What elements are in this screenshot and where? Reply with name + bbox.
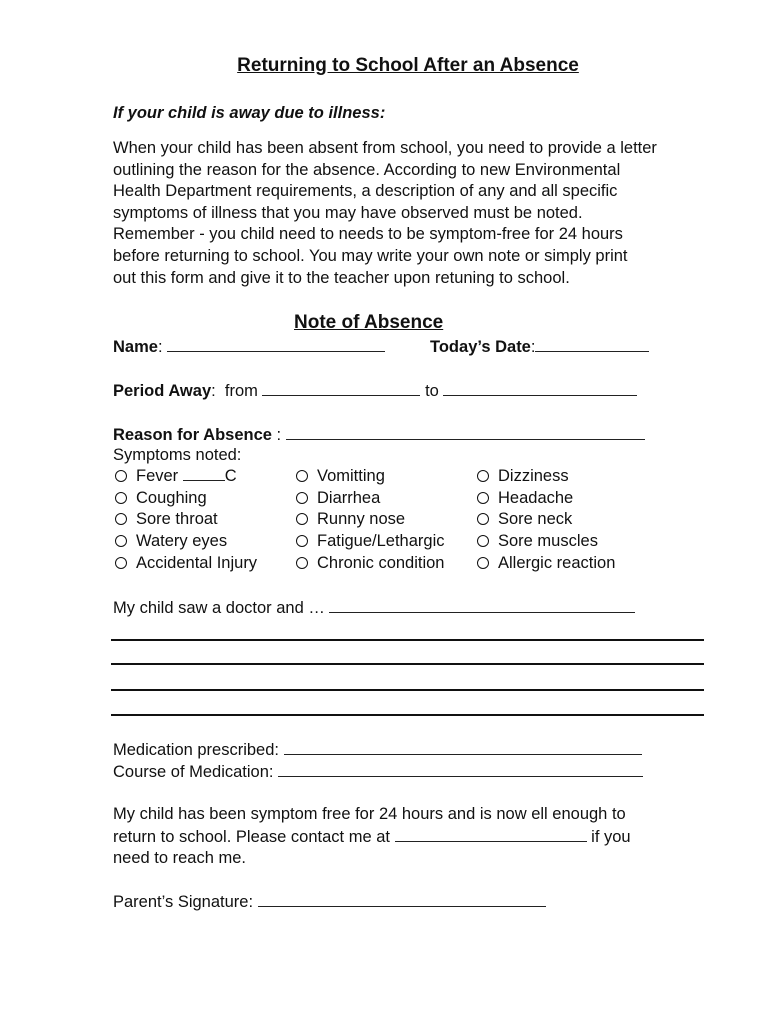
intro-line: When your child has been absent from school, you need to provide a letter	[113, 139, 657, 157]
date-label: Today’s Date	[430, 338, 531, 356]
symptom-sore-muscles[interactable]: Sore muscles	[475, 531, 615, 553]
reason-label: Reason for Absence	[113, 426, 272, 444]
symptom-diarrhea[interactable]: Diarrhea	[294, 488, 445, 510]
intro-line: out this form and give it to the teacher upon retuning to school.	[113, 268, 570, 287]
symptom-watery-eyes[interactable]: Watery eyes	[113, 531, 257, 553]
radio-icon[interactable]	[477, 535, 489, 547]
radio-icon[interactable]	[477, 513, 489, 525]
signature-field[interactable]	[258, 892, 546, 907]
radio-icon[interactable]	[115, 492, 127, 504]
radio-icon[interactable]	[115, 557, 127, 569]
symptoms-column-3	[475, 466, 615, 575]
symptom-headache[interactable]: Headache	[475, 488, 615, 510]
symptom-sore-neck[interactable]: Sore neck	[475, 509, 615, 531]
radio-icon[interactable]	[115, 535, 127, 547]
intro-line: outlining the reason for the absence. According to new Environmental	[113, 160, 621, 179]
closing-line-3: need to reach me.	[113, 849, 246, 867]
illness-subtitle: If your child is away due to illness:	[113, 104, 386, 122]
intro-line: symptoms of illness that you may have observed must be noted.	[113, 203, 583, 222]
symptom-fever[interactable]: Fever C	[113, 466, 257, 488]
radio-icon[interactable]	[115, 470, 127, 482]
signature-label: Parent’s Signature:	[113, 893, 254, 911]
symptoms-label: Symptoms noted:	[113, 446, 242, 464]
reason-row: Reason for Absence :	[113, 425, 645, 445]
intro-paragraph	[113, 138, 733, 289]
radio-icon[interactable]	[296, 557, 308, 569]
symptom-vomitting[interactable]: Vomitting	[294, 466, 445, 488]
to-text: to	[425, 382, 439, 400]
from-text: from	[224, 382, 258, 400]
intro-line: Health Department requirements, a description of any and all specific	[113, 182, 618, 201]
medication-row	[113, 740, 642, 760]
reason-field[interactable]	[286, 425, 645, 440]
symptom-chronic-condition[interactable]: Chronic condition	[294, 553, 445, 575]
symptom-accidental-injury[interactable]: Accidental Injury	[113, 553, 257, 575]
symptoms-column-2	[294, 466, 445, 575]
doctor-row	[113, 598, 635, 618]
closing-line-1: My child has been symptom free for 24 hours and is now ell enough to	[113, 805, 626, 823]
symptoms-column-1	[113, 466, 257, 575]
date-field[interactable]	[535, 337, 649, 352]
symptom-dizziness[interactable]: Dizziness	[475, 466, 615, 488]
medication-field[interactable]	[284, 740, 642, 755]
symptom-coughing[interactable]: Coughing	[113, 488, 257, 510]
course-label: Course of Medication:	[113, 763, 274, 781]
contact-field[interactable]	[395, 827, 587, 842]
period-label: Period Away	[113, 382, 212, 400]
radio-icon[interactable]	[296, 535, 308, 547]
symptom-runny-nose[interactable]: Runny nose	[294, 509, 445, 531]
medication-label: Medication prescribed:	[113, 741, 279, 759]
doctor-notes-line[interactable]	[111, 663, 704, 665]
radio-icon[interactable]	[115, 513, 127, 525]
symptom-sore-throat[interactable]: Sore throat	[113, 509, 257, 531]
fever-temp-field[interactable]	[183, 466, 225, 481]
note-title: Note of Absence	[294, 312, 444, 333]
intro-line: before returning to school. You may write your own note or simply print	[113, 246, 628, 265]
signature-row	[113, 892, 546, 912]
doctor-field[interactable]	[329, 598, 635, 613]
course-row	[113, 762, 643, 782]
doctor-notes-line[interactable]	[111, 639, 704, 641]
symptom-allergic-reaction[interactable]: Allergic reaction	[475, 553, 615, 575]
radio-icon[interactable]	[296, 492, 308, 504]
radio-icon[interactable]	[477, 492, 489, 504]
doctor-label: My child saw a doctor and …	[113, 599, 325, 617]
radio-icon[interactable]	[477, 470, 489, 482]
to-field[interactable]	[443, 381, 637, 396]
symptom-fatigue[interactable]: Fatigue/Lethargic	[294, 531, 445, 553]
name-field[interactable]	[167, 337, 385, 352]
from-field[interactable]	[262, 381, 420, 396]
closing-line-2: return to school. Please contact me at if you	[113, 828, 631, 846]
doctor-notes-line[interactable]	[111, 689, 704, 691]
name-row: Name:	[113, 337, 385, 357]
date-row: Today’s Date:	[430, 337, 649, 357]
period-row: Period Away: from to	[113, 381, 637, 401]
course-field[interactable]	[278, 762, 643, 777]
intro-line: Remember - you child need to needs to be symptom-free for 24 hours	[113, 225, 623, 244]
radio-icon[interactable]	[296, 513, 308, 525]
radio-icon[interactable]	[296, 470, 308, 482]
doctor-notes-line[interactable]	[111, 714, 704, 716]
radio-icon[interactable]	[477, 557, 489, 569]
name-label: Name	[113, 338, 158, 356]
page-title: Returning to School After an Absence	[237, 55, 579, 76]
